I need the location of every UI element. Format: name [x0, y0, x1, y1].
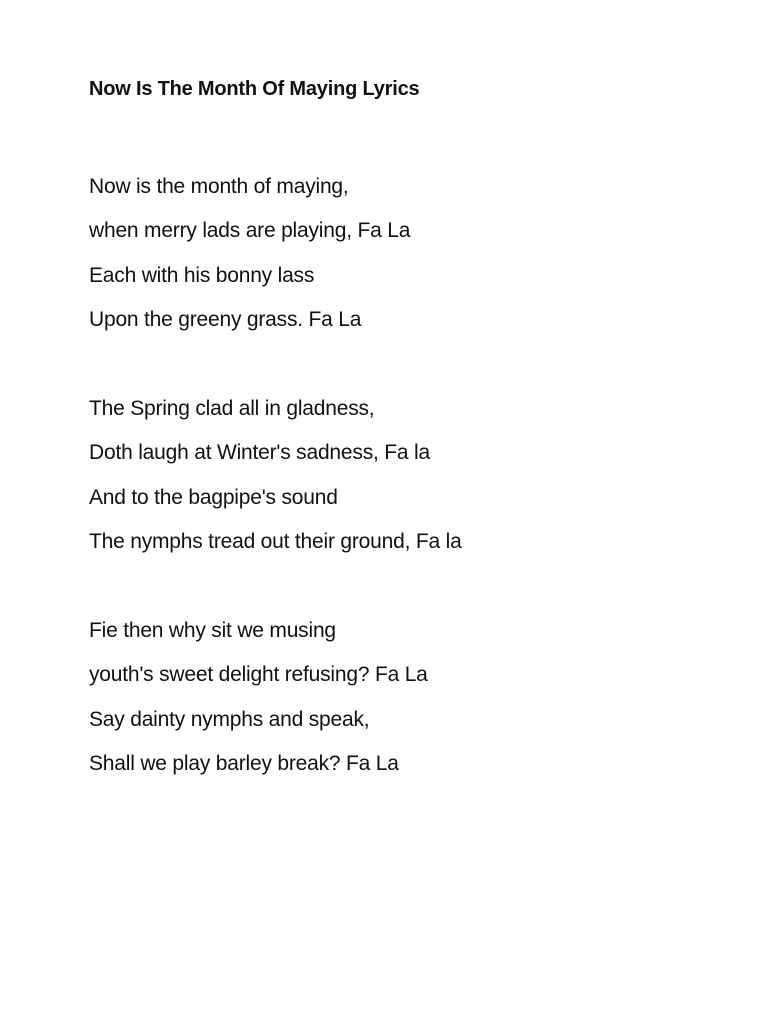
document-title: Now Is The Month Of Maying Lyrics — [89, 78, 420, 100]
stanza-3 — [89, 609, 428, 787]
lyric-line: The nymphs tread out their ground, Fa la — [89, 530, 462, 554]
stanza-2 — [89, 387, 462, 565]
lyric-line: The Spring clad all in gladness, — [89, 397, 375, 420]
lyric-line: Each with his bonny lass — [89, 263, 315, 287]
lyric-line: youth's sweet delight refusing? Fa La — [89, 663, 428, 687]
lyric-line: Fie then why sit we musing — [89, 619, 336, 642]
lyric-line: Now is the month of maying, — [89, 175, 349, 198]
stanza-1 — [89, 165, 410, 343]
lyric-line: Upon the greeny grass. Fa La — [89, 308, 362, 332]
lyric-line: Shall we play barley break? Fa La — [89, 752, 399, 776]
lyric-line: Doth laugh at Winter's sadness, Fa la — [89, 441, 430, 465]
lyric-line: And to the bagpipe's sound — [89, 485, 338, 509]
lyric-line: Say dainty nymphs and speak, — [89, 707, 370, 731]
lyric-line: when merry lads are playing, Fa La — [89, 219, 411, 243]
